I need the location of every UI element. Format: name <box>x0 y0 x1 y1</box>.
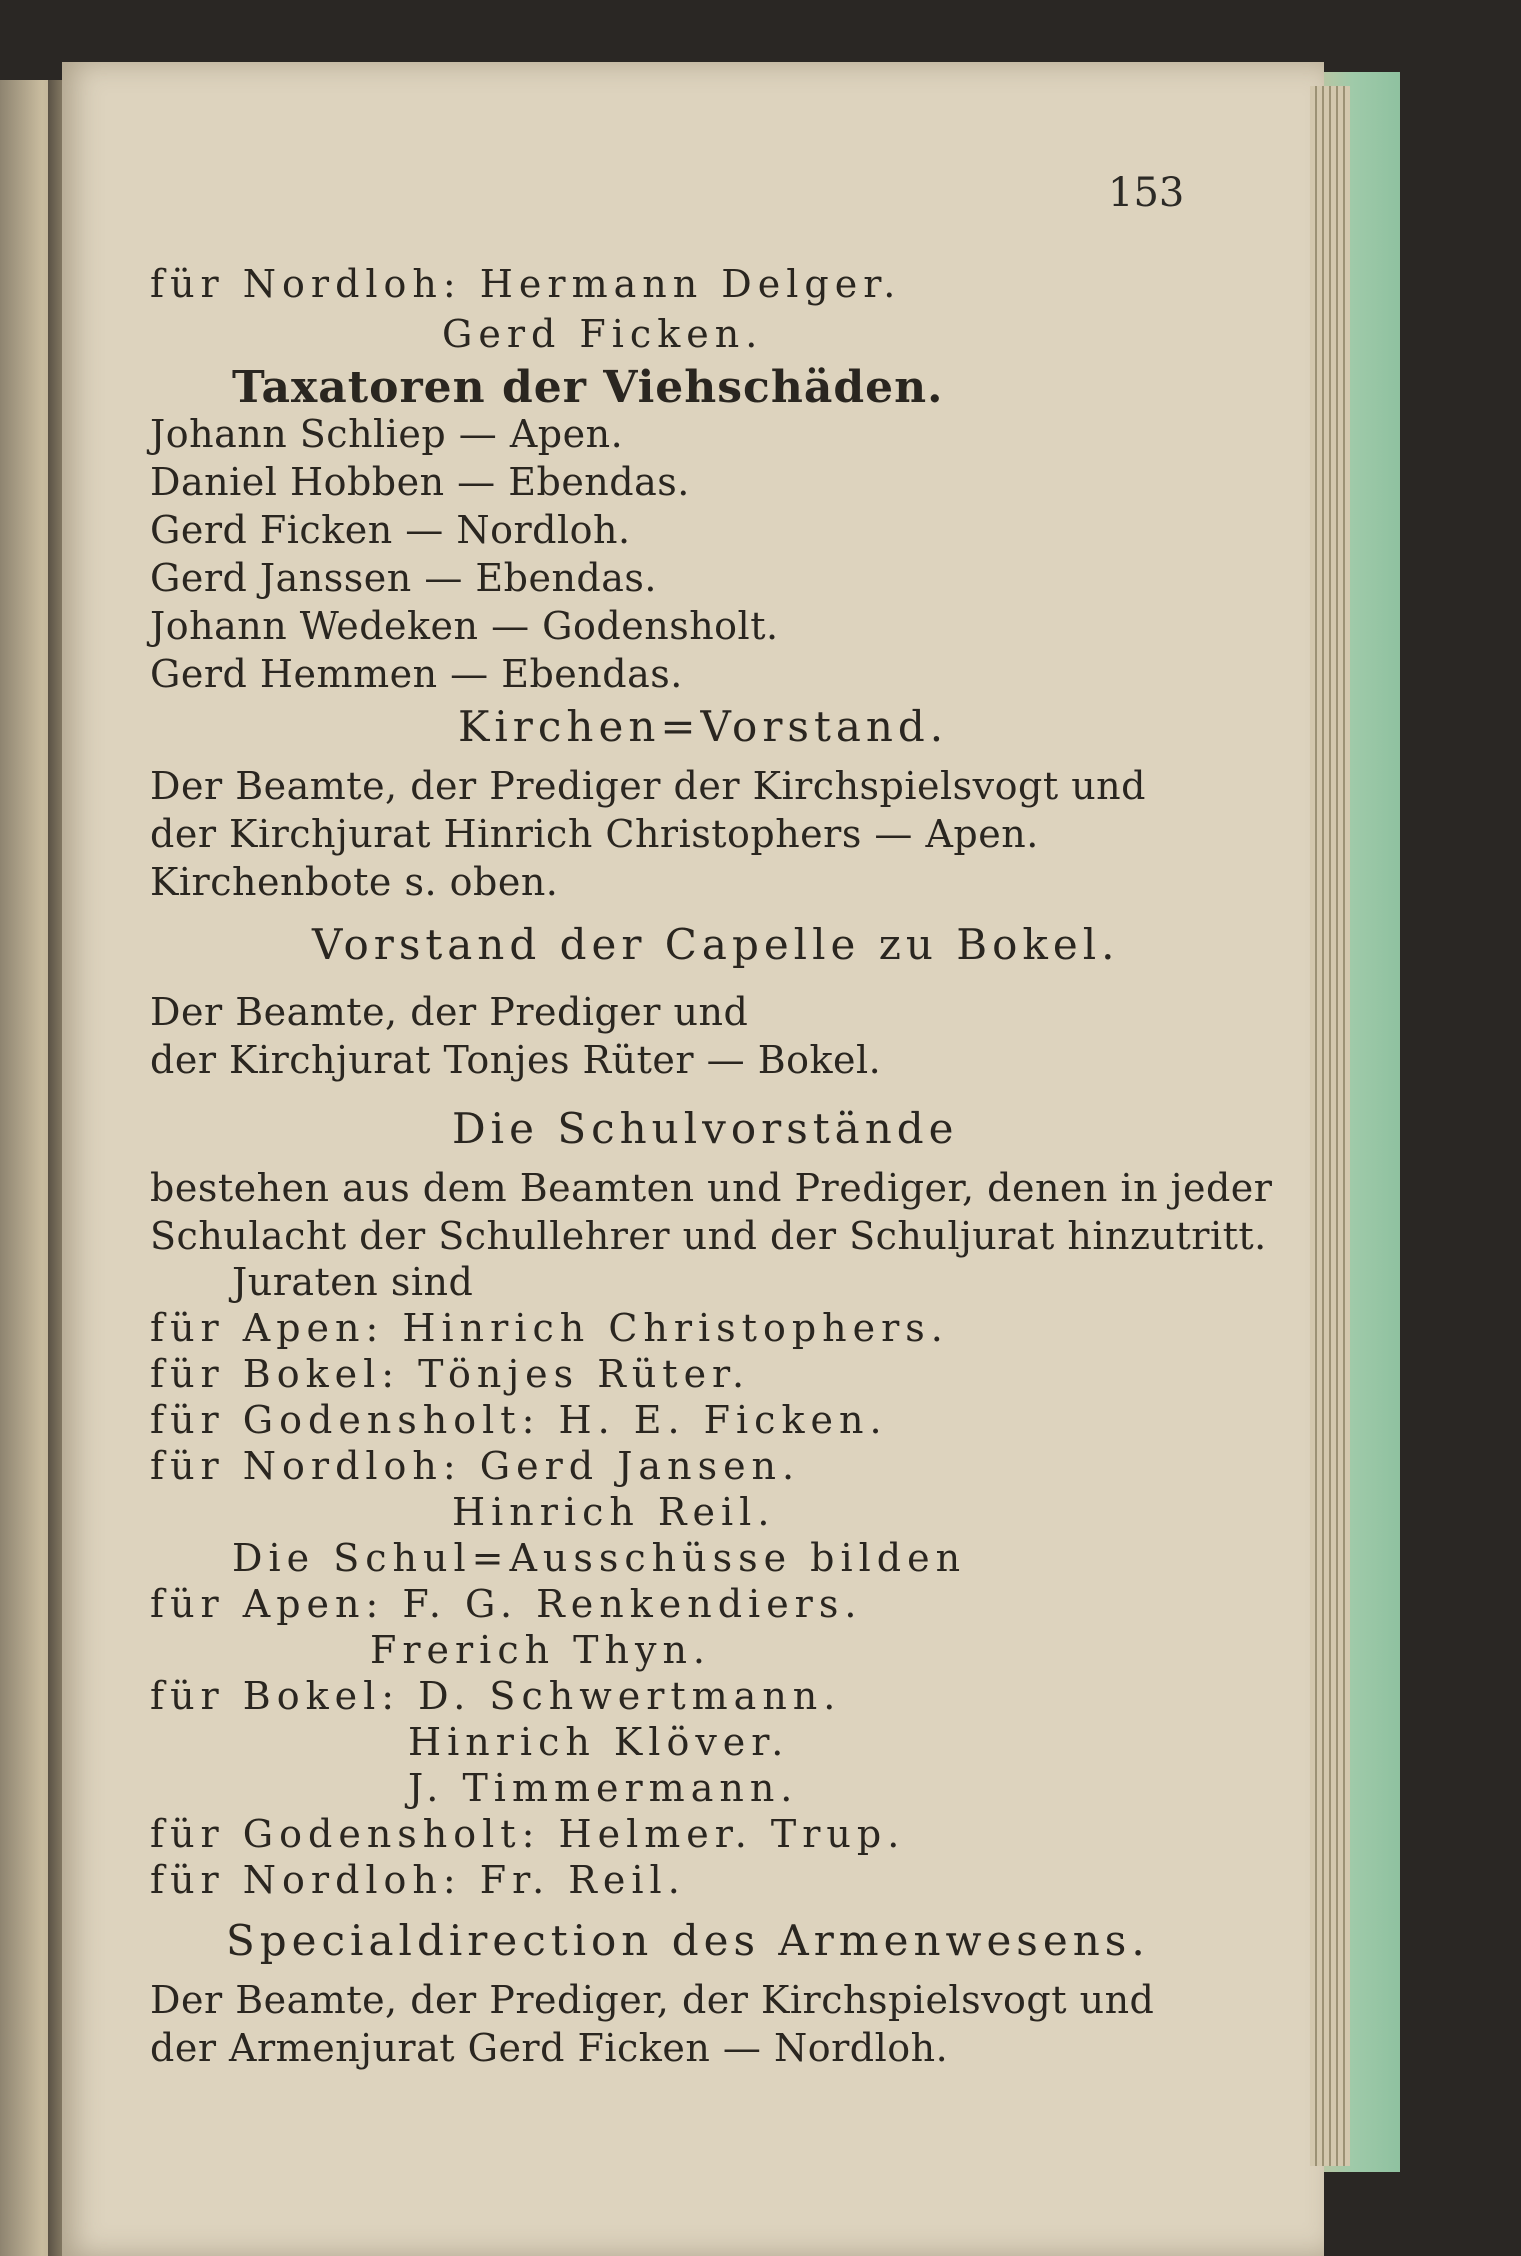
text-line: Daniel Hobben — Ebendas. <box>150 460 690 504</box>
section-heading: Specialdirection des Armenwesens. <box>226 1916 1150 1965</box>
text-line: der Armenjurat Gerd Ficken — Nordloh. <box>150 2026 949 2070</box>
text-line: für Apen: F. G. Renkendiers. <box>150 1582 863 1626</box>
text-line: Gerd Hemmen — Ebendas. <box>150 652 683 696</box>
text-line: Hinrich Reil. <box>452 1490 776 1534</box>
section-heading: Die Schulvorstände <box>452 1104 959 1153</box>
text-line: Der Beamte, der Prediger der Kirchspielsvogt und <box>150 764 1146 808</box>
text-line: Die Schul=Ausschüsse bilden <box>232 1536 967 1580</box>
text-line: für Apen: Hinrich Christophers. <box>150 1306 949 1350</box>
text-line: der Kirchjurat Tonjes Rüter — Bokel. <box>150 1038 882 1082</box>
text-line: Gerd Janssen — Ebendas. <box>150 556 657 600</box>
section-heading: Vorstand der Capelle zu Bokel. <box>312 920 1120 969</box>
text-line: Gerd Ficken — Nordloh. <box>150 508 631 552</box>
text-line: Johann Schliep — Apen. <box>150 412 624 456</box>
text-line: bestehen aus dem Beamten und Prediger, denen in jeder <box>150 1166 1273 1210</box>
text-line: J. Timmermann. <box>408 1766 799 1810</box>
text-line: Gerd Ficken. <box>442 312 764 356</box>
text-line: Johann Wedeken — Godensholt. <box>150 604 779 648</box>
text-line: für Bokel: Tönjes Rüter. <box>150 1352 751 1396</box>
text-line: Hinrich Klöver. <box>408 1720 790 1764</box>
section-heading: Kirchen=Vorstand. <box>458 702 949 751</box>
text-line: für Godensholt: H. E. Ficken. <box>150 1398 888 1442</box>
text-line: Schulacht der Schullehrer und der Schuljurat hinzutritt. <box>150 1214 1267 1258</box>
text-line: Frerich Thyn. <box>370 1628 712 1672</box>
section-heading: Taxatoren der Viehschäden. <box>232 362 944 413</box>
text-line: für Nordloh: Fr. Reil. <box>150 1858 686 1902</box>
text-line: Juraten sind <box>232 1260 474 1304</box>
text-line: Der Beamte, der Prediger und <box>150 990 749 1034</box>
text-line: für Godensholt: Helmer. Trup. <box>150 1812 906 1856</box>
page-leaves <box>1310 86 1350 2166</box>
text-line: für Nordloh: Hermann Delger. <box>150 262 902 306</box>
page-number: 153 <box>1108 170 1185 216</box>
text-line: für Bokel: D. Schwertmann. <box>150 1674 842 1718</box>
text-line: Kirchenbote s. oben. <box>150 860 559 904</box>
text-line: für Nordloh: Gerd Jansen. <box>150 1444 801 1488</box>
text-line: der Kirchjurat Hinrich Christophers — Apen. <box>150 812 1039 856</box>
text-line: Der Beamte, der Prediger, der Kirchspielsvogt und <box>150 1978 1155 2022</box>
